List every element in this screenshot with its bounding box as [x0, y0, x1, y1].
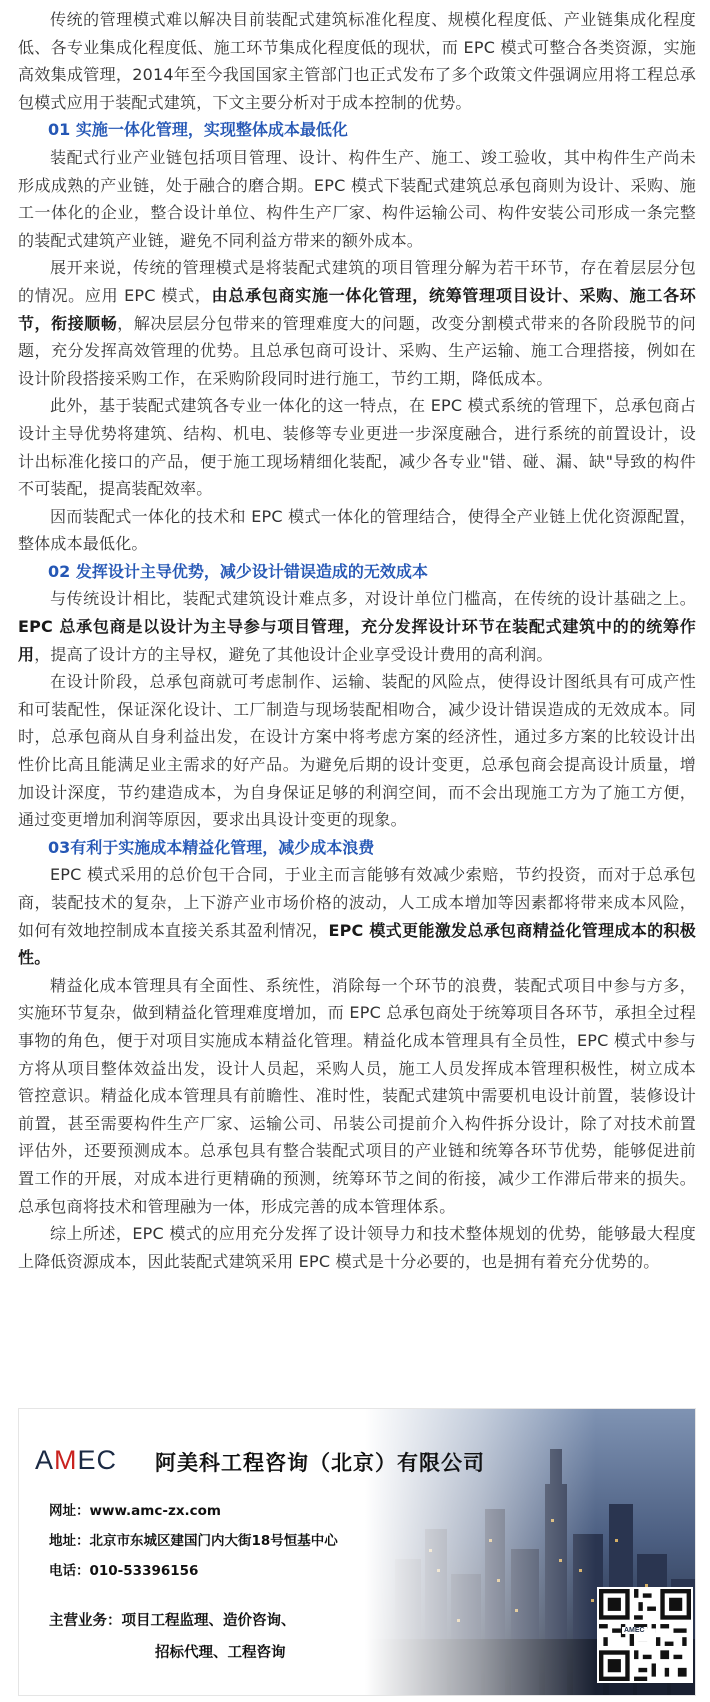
phone-text: 电话：010-53396156: [49, 1563, 199, 1579]
company-name: 阿美科工程咨询（北京）有限公司: [155, 1451, 485, 1475]
paragraph-design-lead: 与传统设计相比，装配式建筑设计难点多，对设计单位门槛高，在传统的设计基础之上。EPC 总承包商是以设计为主导参与项目管理，充分发挥设计环节在装配式建筑中的的统筹作用，提高了设计方的主导权，避免了其他设计企业享受设计费用的高利润。: [18, 589, 696, 664]
section-heading-02: 02 发挥设计主导优势，减少设计错误造成的无效成本: [48, 561, 428, 581]
paragraph-industry-chain: 装配式行业产业链包括项目管理、设计、构件生产、施工、竣工验收，其中构件生产尚未形成成熟的产业链，处于融合的磨合期。EPC 模式下装配式建筑总承包商则为设计、采购、施工一体化的企业，整合设计单位、构件生产厂家、构件运输公司、构件安装公司形成一条完整的装配式建筑产业链，避免不同利益方带来的额外成本。: [18, 147, 696, 250]
section-heading-03: 03有利于实施成本精益化管理，减少成本浪费: [48, 837, 375, 857]
business-text-1: 主营业务：项目工程监理、造价咨询、: [49, 1613, 296, 1629]
qr-code-icon: [597, 1587, 693, 1683]
qr-logo-label: AMEC: [624, 1627, 645, 1634]
company-banner: [18, 1408, 696, 1696]
address-text: 地址：北京市东城区建国门内大街18号恒基中心: [49, 1533, 338, 1549]
paragraph-lean-cost: 精益化成本管理具有全面性、系统性，消除每一个环节的浪费，装配式项目中参与方多，实施环节复杂，做到精益化管理难度增加，而 EPC 总承包商处于统筹项目各环节，承担全过程事物的角色，便于对项目实施成本精益化管理。精益化成本管理具有全员性，EPC 模式中参与方将从项目整体效益出发，设计人员起，采购人员，施工人员发挥成本管理积极性，树立成本管控意识。精益化成本管理具有前瞻性、准时性，装配式建筑中需要机电设计前置，装修设计前置，甚至需要构件生产厂家、运输公司、吊装公司提前介入构件拆分设计，除了对技术前置评估外，还要预测成本。总承包具有整合装配式项目的产业链和统筹各环节优势，能够促进前置工作的开展，对成本进行更精确的预测，统筹环节之间的衔接，减少工作滞后带来的损失。总承包商将技术和管理融为一体，形成完善的成本管理体系。: [18, 975, 696, 1216]
paragraph-summary: 综上所述，EPC 模式的应用充分发挥了设计领导力和技术整体规划的优势，能够最大程度上降低资源成本，因此装配式建筑采用 EPC 模式是十分必要的，也是拥有着充分优势的。: [18, 1224, 696, 1271]
paragraph-integrated-management: 展开来说，传统的管理模式是将装配式建筑的项目管理分解为若干环节，存在着层层分包的情况。应用 EPC 模式，由总承包商实施一体化管理，统筹管理项目设计、采购、施工各环节，衔接顺畅，解决层层分包带来的管理难度大的问题，改变分割模式带来的各阶段脱节的问题，充分发挥高效管理的优势。且总承包商可设计、采购、生产运输、施工合理搭接，例如在设计阶段搭接采购工作，在采购阶段同时进行施工，节约工期，降低成本。: [18, 258, 696, 388]
business-text-2: 招标代理、工程咨询: [155, 1645, 286, 1661]
bold-emphasis: EPC 总承包商是以设计为主导参与项目管理，充分发挥设计环节在装配式建筑中的的统筹作用: [18, 617, 696, 664]
paragraph-design-integration: 此外，基于装配式建筑各专业一体化的这一特点，在 EPC 模式系统的管理下，总承包商占设计主导优势将建筑、结构、机电、装修等专业更进一步深度融合，进行系统的前置设计，设计出标准化接口的产品，便于施工现场精细化装配，减少各专业"错、碰、漏、缺"导致的构件不可装配，提高装配效率。: [18, 396, 696, 499]
paragraph-lump-sum-contract: EPC 模式采用的总价包干合同，于业主而言能够有效减少索赔，节约投资，而对于总承包商，装配技术的复杂，上下游产业市场价格的波动，人工成本增加等因素都将带来成本风险，如何有效地控制成本直接关系其盈利情况，EPC 模式更能激发总承包商精益化管理成本的积极性。: [18, 865, 696, 968]
section-heading-01: 01 实施一体化管理，实现整体成本最低化: [48, 120, 348, 140]
amec-logo: AMEC: [35, 1445, 118, 1475]
website-text: 网址：www.amc-zx.com: [49, 1503, 221, 1519]
paragraph-conclusion-01: 因而装配式一体化的技术和 EPC 模式一体化的管理结合，使得全产业链上优化资源配置，整体成本最低化。: [18, 506, 696, 554]
paragraph-design-stage: 在设计阶段，总承包商就可考虑制作、运输、装配的风险点，使得设计图纸具有可成产性和可装配性，保证深化设计、工厂制造与现场装配相吻合，减少设计错误造成的无效成本。同时，总承包商从自身利益出发，在设计方案中将考虑方案的经济性，通过多方案的比较设计出性价比高且能满足业主需求的好产品。为避免后期的设计变更，总承包商会提高设计质量，增加设计深度，节约建造成本，为自身保证足够的利润空间，而不会出现施工方为了施工方便，通过变更增加利润等原因，要求出具设计变更的现象。: [18, 672, 696, 830]
article-body: [18, 6, 696, 1275]
bold-emphasis: EPC 模式更能激发总承包商精益化管理成本的积极性。: [18, 920, 696, 968]
paragraph-intro: 传统的管理模式难以解决目前装配式建筑标准化程度、规模化程度低、产业链集成化程度低、各专业集成化程度低、施工环节集成化程度低的现状，而 EPC 模式可整合各类资源，实施高效集成管理，2014年至今我国国家主管部门也正式发布了多个政策文件强调应用将工程总承包模式应用于装配式建筑，下文主要分析对于成本控制的优势。: [18, 10, 696, 112]
bold-emphasis: 由总承包商实施一体化管理，统筹管理项目设计、采购、施工各环节，衔接顺畅: [18, 285, 696, 333]
